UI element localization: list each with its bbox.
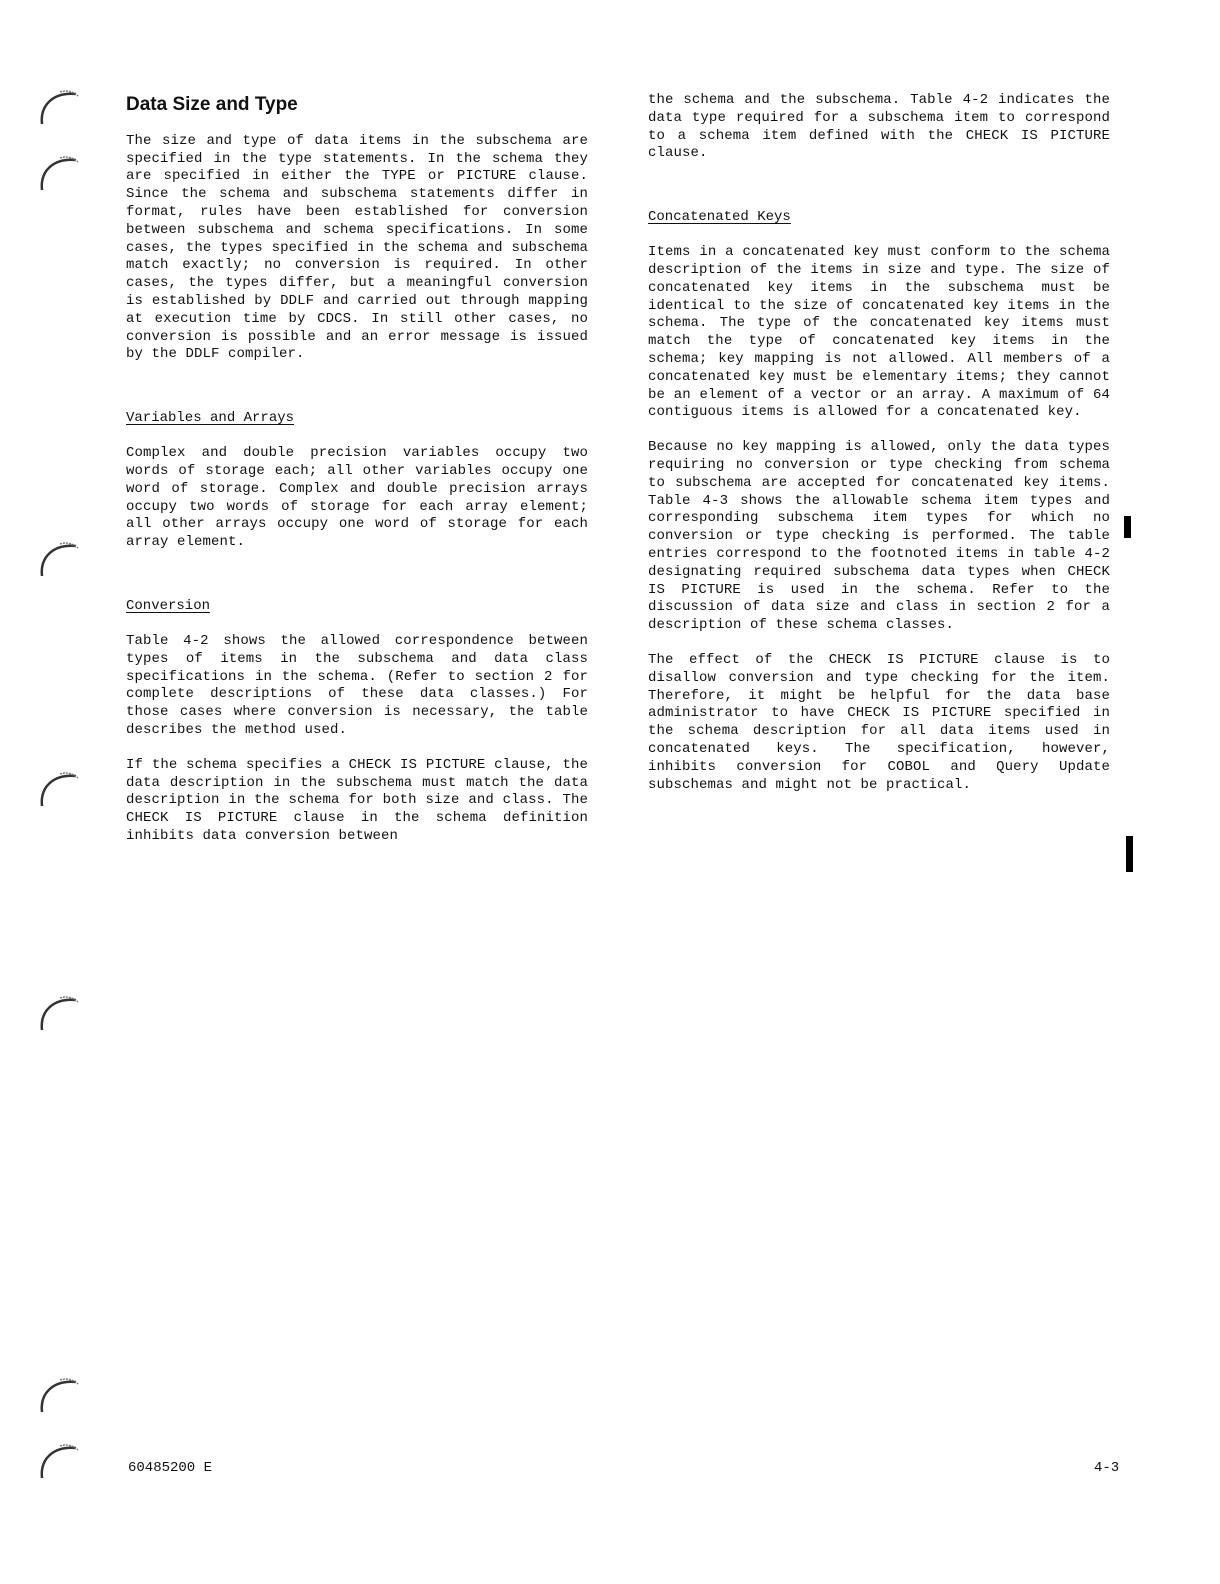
revision-change-bar bbox=[1126, 836, 1133, 872]
binder-hole-mark bbox=[36, 536, 82, 582]
revision-change-bar bbox=[1124, 516, 1131, 538]
conversion-paragraph-2: If the schema specifies a CHECK IS PICTURE clause, the data description in the subschema must match the data description in the schema for both size and class. The CHECK IS PICTURE clause in the schema definition inhibits data conversion between bbox=[126, 756, 588, 844]
conversion-paragraph-1: Table 4-2 shows the allowed correspondence between types of items in the subschema and data class specifications in the schema. (Refer to section 2 for complete descriptions of these data classes.) For those cases where conversion is necessary, the table describes the method used. bbox=[126, 632, 588, 738]
page-number: 4-3 bbox=[1094, 1460, 1120, 1476]
continuation-paragraph: the schema and the subschema. Table 4-2 indicates the data type required for a subschema item to correspond to a schema item defined with the CHECK IS PICTURE clause. bbox=[648, 92, 1110, 162]
right-column bbox=[648, 88, 1110, 811]
subheading-variables-and-arrays: Variables and Arrays bbox=[126, 410, 295, 427]
concatenated-paragraph-1: Items in a concatenated key must conform to the schema description of the items in size and type. The size of concatenated key items in the subschema must be identical to the size of concatenated key items in the schema. The type of the concatenated key items must match the type of concatenated key items in the schema; key mapping is not allowed. All members of a concatenated key must be elementary items; they cannot be an element of a vector or an array. A maximum of 64 contiguous items is allowed for a concatenated key. bbox=[648, 244, 1110, 421]
binder-hole-mark bbox=[36, 1372, 82, 1418]
binder-hole-mark bbox=[36, 150, 82, 196]
document-number: 60485200 E bbox=[128, 1460, 213, 1476]
concatenated-paragraph-3: The effect of the CHECK IS PICTURE clause is to disallow conversion and type checking for the item. Therefore, it might be helpful for the data base administrator to have CHECK IS PICTURE specified in the schema description for all data items used in concatenated keys. The specification, however, inhibits conversion for COBOL and Query Update subschemas and might not be practical. bbox=[648, 651, 1110, 793]
binder-hole-mark bbox=[36, 766, 82, 812]
left-column bbox=[126, 88, 588, 863]
section-heading-data-size-and-type: Data Size and Type bbox=[126, 94, 298, 115]
binder-hole-mark bbox=[36, 84, 82, 130]
subheading-concatenated-keys: Concatenated Keys bbox=[648, 209, 791, 226]
variables-paragraph: Complex and double precision variables occupy two words of storage each; all other variables occupy one word of storage. Complex and double precision arrays occupy two words of storage for each array element; all other arrays occupy one word of storage for each array element. bbox=[126, 445, 588, 551]
intro-paragraph: The size and type of data items in the subschema are specified in the type statements. In the schema they are specified in either the TYPE or PICTURE clause. Since the schema and subschema statements differ in format, rules have been established for conversion between subschema and schema specifications. In some cases, the types specified in the schema and subschema match exactly; no conversion is required. In other cases, the types differ, but a meaningful conversion is established by DDLF and carried out through mapping at execution time by CDCS. In still other cases, no conversion is possible and an error message is issued by the DDLF compiler. bbox=[126, 132, 588, 363]
binder-hole-mark bbox=[36, 1438, 82, 1484]
binder-hole-mark bbox=[36, 990, 82, 1036]
concatenated-paragraph-2: Because no key mapping is allowed, only the data types requiring no conversion or type checking from schema to subschema are accepted for concatenated key items. Table 4-3 shows the allowable schema item types and corresponding subschema item types for which no conversion or type checking is performed. The table entries correspond to the footnoted items in table 4-2 designating required subschema data types when CHECK IS PICTURE is used in the schema. Refer to the discussion of data size and class in section 2 for a description of these schema classes. bbox=[648, 439, 1110, 634]
subheading-conversion: Conversion bbox=[126, 597, 211, 614]
